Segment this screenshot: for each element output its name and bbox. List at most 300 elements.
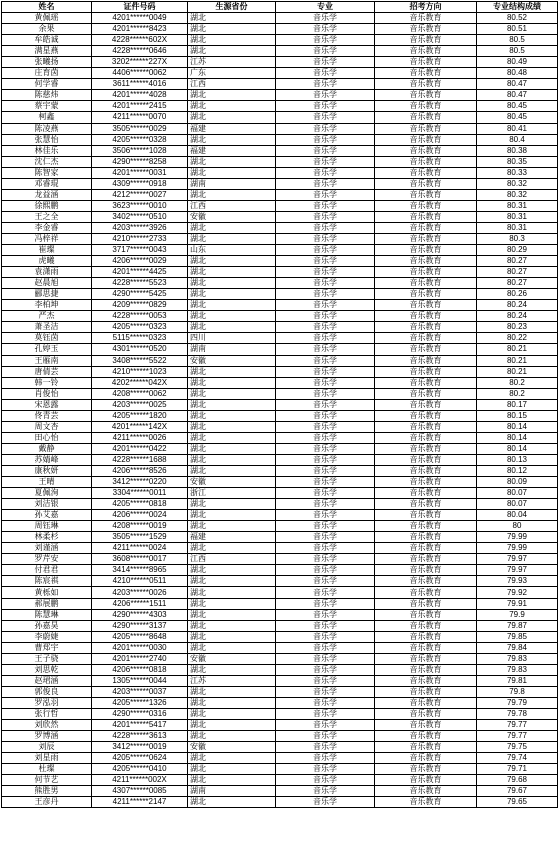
cell-direction: 音乐教育 [375, 134, 477, 145]
cell-province: 湖北 [188, 609, 276, 620]
cell-id-number: 3402******0510 [92, 211, 188, 222]
cell-province: 湖北 [188, 101, 276, 112]
cell-major: 音乐学 [276, 432, 375, 443]
header-score: 专业结构成绩 [477, 2, 558, 13]
cell-province: 湖北 [188, 521, 276, 532]
cell-name: 佟青芸 [2, 410, 92, 421]
cell-score: 80.14 [477, 443, 558, 454]
cell-id-number: 4228******0053 [92, 311, 188, 322]
cell-score: 79.78 [477, 709, 558, 720]
cell-name: 严杰 [2, 311, 92, 322]
cell-major: 音乐学 [276, 278, 375, 289]
cell-id-number: 4210******1023 [92, 366, 188, 377]
cell-direction: 音乐教育 [375, 786, 477, 797]
cell-major: 音乐学 [276, 421, 375, 432]
table-row [2, 35, 558, 46]
cell-province: 湖北 [188, 631, 276, 642]
table-row [2, 90, 558, 101]
cell-id-number: 4205******0328 [92, 134, 188, 145]
cell-name: 孙嘉昊 [2, 620, 92, 631]
table-row [2, 454, 558, 465]
cell-province: 湖北 [188, 267, 276, 278]
cell-id-number: 3505******0029 [92, 123, 188, 134]
cell-id-number: 3505******1529 [92, 532, 188, 543]
table-row [2, 720, 558, 731]
cell-province: 湖北 [188, 720, 276, 731]
cell-major: 音乐学 [276, 388, 375, 399]
cell-province: 安徽 [188, 477, 276, 488]
cell-score: 79.74 [477, 753, 558, 764]
cell-major: 音乐学 [276, 46, 375, 57]
table-row [2, 46, 558, 57]
cell-score: 79.8 [477, 686, 558, 697]
cell-name: 林佳乐 [2, 145, 92, 156]
cell-major: 音乐学 [276, 609, 375, 620]
cell-score: 80.47 [477, 79, 558, 90]
cell-name: 唐倩芸 [2, 366, 92, 377]
cell-name: 肖俊怡 [2, 388, 92, 399]
cell-province: 湖北 [188, 189, 276, 200]
cell-id-number: 3414******8965 [92, 565, 188, 576]
cell-name: 陈凌燕 [2, 123, 92, 134]
cell-score: 79.92 [477, 587, 558, 598]
cell-direction: 音乐教育 [375, 443, 477, 454]
cell-name: 刘思乾 [2, 664, 92, 675]
cell-direction: 音乐教育 [375, 156, 477, 167]
cell-province: 湖北 [188, 775, 276, 786]
cell-direction: 音乐教育 [375, 222, 477, 233]
table-row [2, 311, 558, 322]
cell-name: 龙益涵 [2, 189, 92, 200]
cell-major: 音乐学 [276, 256, 375, 267]
cell-score: 80.07 [477, 488, 558, 499]
cell-name: 夏佩洵 [2, 488, 92, 499]
cell-major: 音乐学 [276, 598, 375, 609]
cell-major: 音乐学 [276, 454, 375, 465]
cell-direction: 音乐教育 [375, 510, 477, 521]
table-row [2, 355, 558, 366]
cell-score: 80.2 [477, 388, 558, 399]
cell-score: 80.24 [477, 311, 558, 322]
cell-name: 赵晨旭 [2, 278, 92, 289]
cell-province: 湖北 [188, 731, 276, 742]
cell-province: 山东 [188, 245, 276, 256]
cell-direction: 音乐教育 [375, 532, 477, 543]
cell-name: 莫钰茵 [2, 333, 92, 344]
cell-name: 虎曦 [2, 256, 92, 267]
cell-score: 79.97 [477, 554, 558, 565]
cell-id-number: 4211******0026 [92, 432, 188, 443]
cell-direction: 音乐教育 [375, 642, 477, 653]
cell-major: 音乐学 [276, 587, 375, 598]
score-table [1, 1, 558, 808]
cell-province: 湖北 [188, 278, 276, 289]
cell-score: 80.47 [477, 90, 558, 101]
cell-major: 音乐学 [276, 300, 375, 311]
cell-major: 音乐学 [276, 410, 375, 421]
cell-id-number: 4406******0062 [92, 68, 188, 79]
cell-name: 陈智家 [2, 167, 92, 178]
table-row [2, 697, 558, 708]
cell-name: 牟皓诚 [2, 35, 92, 46]
cell-province: 湖北 [188, 112, 276, 123]
cell-direction: 音乐教育 [375, 145, 477, 156]
cell-id-number: 4206******0818 [92, 664, 188, 675]
cell-direction: 音乐教育 [375, 454, 477, 465]
table-row [2, 410, 558, 421]
cell-id-number: 4228******3613 [92, 731, 188, 742]
cell-province: 湖南 [188, 786, 276, 797]
cell-major: 音乐学 [276, 653, 375, 664]
cell-province: 湖北 [188, 587, 276, 598]
cell-name: 王子骁 [2, 653, 92, 664]
table-row [2, 642, 558, 653]
cell-direction: 音乐教育 [375, 344, 477, 355]
cell-id-number: 4205******1820 [92, 410, 188, 421]
table-row [2, 145, 558, 156]
cell-major: 音乐学 [276, 344, 375, 355]
table-row [2, 289, 558, 300]
cell-score: 80.2 [477, 377, 558, 388]
table-row [2, 499, 558, 510]
cell-id-number: 4209******0829 [92, 300, 188, 311]
cell-major: 音乐学 [276, 620, 375, 631]
cell-name: 崔璨 [2, 245, 92, 256]
cell-province: 安徽 [188, 355, 276, 366]
cell-id-number: 4228******0646 [92, 46, 188, 57]
cell-name: 罗博涵 [2, 731, 92, 742]
cell-direction: 音乐教育 [375, 200, 477, 211]
cell-major: 音乐学 [276, 499, 375, 510]
cell-score: 80.32 [477, 178, 558, 189]
cell-province: 湖北 [188, 366, 276, 377]
cell-score: 79.93 [477, 576, 558, 587]
cell-direction: 音乐教育 [375, 233, 477, 244]
cell-direction: 音乐教育 [375, 68, 477, 79]
cell-score: 80.17 [477, 399, 558, 410]
table-row [2, 68, 558, 79]
cell-name: 冯梓祥 [2, 233, 92, 244]
cell-id-number: 4228******5523 [92, 278, 188, 289]
cell-id-number: 4203******0037 [92, 686, 188, 697]
cell-province: 江西 [188, 200, 276, 211]
cell-name: 林柔杉 [2, 532, 92, 543]
cell-province: 江苏 [188, 57, 276, 68]
cell-major: 音乐学 [276, 377, 375, 388]
cell-name: 何节艺 [2, 775, 92, 786]
cell-direction: 音乐教育 [375, 432, 477, 443]
cell-score: 80.38 [477, 145, 558, 156]
cell-major: 音乐学 [276, 267, 375, 278]
cell-major: 音乐学 [276, 697, 375, 708]
cell-major: 音乐学 [276, 13, 375, 24]
cell-id-number: 3717******0043 [92, 245, 188, 256]
cell-id-number: 4212******0027 [92, 189, 188, 200]
cell-direction: 音乐教育 [375, 775, 477, 786]
cell-direction: 音乐教育 [375, 245, 477, 256]
header-id-number: 证件号码 [92, 2, 188, 13]
cell-id-number: 3623******0010 [92, 200, 188, 211]
table-row [2, 709, 558, 720]
cell-direction: 音乐教育 [375, 465, 477, 476]
cell-province: 广东 [188, 68, 276, 79]
cell-major: 音乐学 [276, 311, 375, 322]
cell-province: 福建 [188, 123, 276, 134]
cell-province: 湖北 [188, 432, 276, 443]
cell-major: 音乐学 [276, 245, 375, 256]
cell-province: 湖北 [188, 642, 276, 653]
cell-score: 80.12 [477, 465, 558, 476]
cell-score: 80.14 [477, 421, 558, 432]
cell-id-number: 3611******4016 [92, 79, 188, 90]
cell-province: 湖北 [188, 620, 276, 631]
cell-name: 张曦扬 [2, 57, 92, 68]
cell-major: 音乐学 [276, 521, 375, 532]
cell-province: 江西 [188, 554, 276, 565]
cell-score: 80.21 [477, 344, 558, 355]
cell-name: 刘星雨 [2, 753, 92, 764]
table-row [2, 211, 558, 222]
cell-id-number: 4228******1688 [92, 454, 188, 465]
cell-major: 音乐学 [276, 366, 375, 377]
cell-major: 音乐学 [276, 233, 375, 244]
table-row [2, 24, 558, 35]
cell-major: 音乐学 [276, 797, 375, 808]
cell-name: 萧圣洁 [2, 322, 92, 333]
table-row [2, 742, 558, 753]
cell-direction: 音乐教育 [375, 653, 477, 664]
cell-id-number: 4201******142X [92, 421, 188, 432]
table-body [2, 13, 558, 808]
cell-province: 湖北 [188, 24, 276, 35]
cell-id-number: 4201******4028 [92, 90, 188, 101]
cell-name: 戴静 [2, 443, 92, 454]
cell-province: 江苏 [188, 675, 276, 686]
cell-name: 庄育茵 [2, 68, 92, 79]
cell-direction: 音乐教育 [375, 753, 477, 764]
cell-direction: 音乐教育 [375, 565, 477, 576]
cell-direction: 音乐教育 [375, 267, 477, 278]
cell-direction: 音乐教育 [375, 399, 477, 410]
cell-name: 张行哲 [2, 709, 92, 720]
cell-score: 79.71 [477, 764, 558, 775]
cell-score: 79.83 [477, 653, 558, 664]
table-row [2, 554, 558, 565]
cell-id-number: 3608******0017 [92, 554, 188, 565]
cell-id-number: 4201******0049 [92, 13, 188, 24]
cell-id-number: 4203******0026 [92, 587, 188, 598]
cell-name: 柯鑫 [2, 112, 92, 123]
table-row [2, 653, 558, 664]
table-row [2, 609, 558, 620]
cell-direction: 音乐教育 [375, 24, 477, 35]
header-name: 姓名 [2, 2, 92, 13]
cell-name: 李蔚婕 [2, 631, 92, 642]
cell-major: 音乐学 [276, 399, 375, 410]
cell-province: 湖北 [188, 499, 276, 510]
cell-direction: 音乐教育 [375, 123, 477, 134]
table-row [2, 443, 558, 454]
cell-name: 陈慧琳 [2, 609, 92, 620]
cell-id-number: 4210******2733 [92, 233, 188, 244]
cell-score: 80.48 [477, 68, 558, 79]
cell-major: 音乐学 [276, 101, 375, 112]
table-row [2, 200, 558, 211]
table-row [2, 13, 558, 24]
cell-direction: 音乐教育 [375, 675, 477, 686]
cell-score: 80.31 [477, 211, 558, 222]
cell-direction: 音乐教育 [375, 366, 477, 377]
cell-id-number: 4206******0029 [92, 256, 188, 267]
cell-major: 音乐学 [276, 686, 375, 697]
cell-major: 音乐学 [276, 576, 375, 587]
cell-id-number: 4205******0410 [92, 764, 188, 775]
table-row [2, 786, 558, 797]
header-province: 生源省份 [188, 2, 276, 13]
cell-name: 刘洁银 [2, 499, 92, 510]
table-row [2, 101, 558, 112]
table-row [2, 189, 558, 200]
table-row [2, 377, 558, 388]
cell-id-number: 4201******0030 [92, 642, 188, 653]
table-row [2, 156, 558, 167]
header-direction: 招考方向 [375, 2, 477, 13]
table-row [2, 532, 558, 543]
cell-direction: 音乐教育 [375, 178, 477, 189]
table-row [2, 79, 558, 90]
cell-direction: 音乐教育 [375, 101, 477, 112]
cell-direction: 音乐教育 [375, 13, 477, 24]
cell-direction: 音乐教育 [375, 410, 477, 421]
cell-name: 袁潇雨 [2, 267, 92, 278]
table-row [2, 256, 558, 267]
cell-major: 音乐学 [276, 675, 375, 686]
cell-id-number: 4211******2147 [92, 797, 188, 808]
cell-score: 80.13 [477, 454, 558, 465]
cell-name: 孔婷玉 [2, 344, 92, 355]
table-row [2, 753, 558, 764]
cell-major: 音乐学 [276, 79, 375, 90]
cell-direction: 音乐教育 [375, 664, 477, 675]
cell-province: 安徽 [188, 211, 276, 222]
cell-province: 湖北 [188, 13, 276, 24]
cell-id-number: 4202******042X [92, 377, 188, 388]
cell-direction: 音乐教育 [375, 322, 477, 333]
cell-score: 80.33 [477, 167, 558, 178]
cell-name: 沈仁杰 [2, 156, 92, 167]
cell-major: 音乐学 [276, 211, 375, 222]
cell-direction: 音乐教育 [375, 797, 477, 808]
cell-name: 田心怡 [2, 432, 92, 443]
cell-score: 80 [477, 521, 558, 532]
cell-id-number: 5115******0323 [92, 333, 188, 344]
cell-province: 湖北 [188, 664, 276, 675]
cell-id-number: 4201******2740 [92, 653, 188, 664]
cell-province: 湖北 [188, 576, 276, 587]
cell-major: 音乐学 [276, 465, 375, 476]
cell-id-number: 4208******0062 [92, 388, 188, 399]
cell-id-number: 4211******0024 [92, 543, 188, 554]
cell-id-number: 4290******5425 [92, 289, 188, 300]
cell-score: 79.83 [477, 664, 558, 675]
table-row [2, 521, 558, 532]
cell-id-number: 4290******8258 [92, 156, 188, 167]
cell-direction: 音乐教育 [375, 90, 477, 101]
cell-score: 80.45 [477, 101, 558, 112]
cell-score: 79.99 [477, 532, 558, 543]
cell-name: 周文杏 [2, 421, 92, 432]
cell-score: 80.51 [477, 24, 558, 35]
cell-name: 杜璨 [2, 764, 92, 775]
cell-name: 王彦丹 [2, 797, 92, 808]
cell-direction: 音乐教育 [375, 576, 477, 587]
cell-province: 湖北 [188, 764, 276, 775]
cell-id-number: 4201******8423 [92, 24, 188, 35]
table-row [2, 112, 558, 123]
cell-major: 音乐学 [276, 565, 375, 576]
cell-id-number: 4206******8526 [92, 465, 188, 476]
cell-score: 79.97 [477, 565, 558, 576]
cell-major: 音乐学 [276, 123, 375, 134]
table-row [2, 245, 558, 256]
cell-name: 郭俊良 [2, 686, 92, 697]
cell-score: 80.29 [477, 245, 558, 256]
cell-score: 80.27 [477, 256, 558, 267]
cell-score: 80.32 [477, 189, 558, 200]
cell-id-number: 4228******602X [92, 35, 188, 46]
cell-province: 湖北 [188, 90, 276, 101]
cell-name: 何学睿 [2, 79, 92, 90]
cell-direction: 音乐教育 [375, 697, 477, 708]
table-row [2, 775, 558, 786]
cell-province: 湖北 [188, 167, 276, 178]
cell-id-number: 3412******0220 [92, 477, 188, 488]
cell-name: 苏婧峰 [2, 454, 92, 465]
cell-major: 音乐学 [276, 631, 375, 642]
cell-direction: 音乐教育 [375, 488, 477, 499]
cell-province: 湖北 [188, 35, 276, 46]
cell-id-number: 4206******0024 [92, 510, 188, 521]
cell-major: 音乐学 [276, 477, 375, 488]
cell-score: 80.5 [477, 35, 558, 46]
cell-score: 80.23 [477, 322, 558, 333]
cell-score: 80.49 [477, 57, 558, 68]
cell-direction: 音乐教育 [375, 289, 477, 300]
cell-direction: 音乐教育 [375, 620, 477, 631]
cell-score: 80.27 [477, 267, 558, 278]
cell-score: 79.77 [477, 731, 558, 742]
cell-province: 安徽 [188, 653, 276, 664]
cell-score: 80.31 [477, 222, 558, 233]
cell-score: 79.65 [477, 797, 558, 808]
cell-direction: 音乐教育 [375, 57, 477, 68]
cell-direction: 音乐教育 [375, 256, 477, 267]
cell-score: 80.3 [477, 233, 558, 244]
cell-major: 音乐学 [276, 510, 375, 521]
cell-direction: 音乐教育 [375, 355, 477, 366]
cell-direction: 音乐教育 [375, 112, 477, 123]
cell-province: 湖北 [188, 233, 276, 244]
cell-major: 音乐学 [276, 753, 375, 764]
table-row [2, 510, 558, 521]
table-row [2, 123, 558, 134]
cell-score: 79.77 [477, 720, 558, 731]
cell-province: 湖北 [188, 377, 276, 388]
cell-direction: 音乐教育 [375, 742, 477, 753]
cell-province: 湖北 [188, 565, 276, 576]
cell-direction: 音乐教育 [375, 499, 477, 510]
cell-id-number: 4307******0085 [92, 786, 188, 797]
